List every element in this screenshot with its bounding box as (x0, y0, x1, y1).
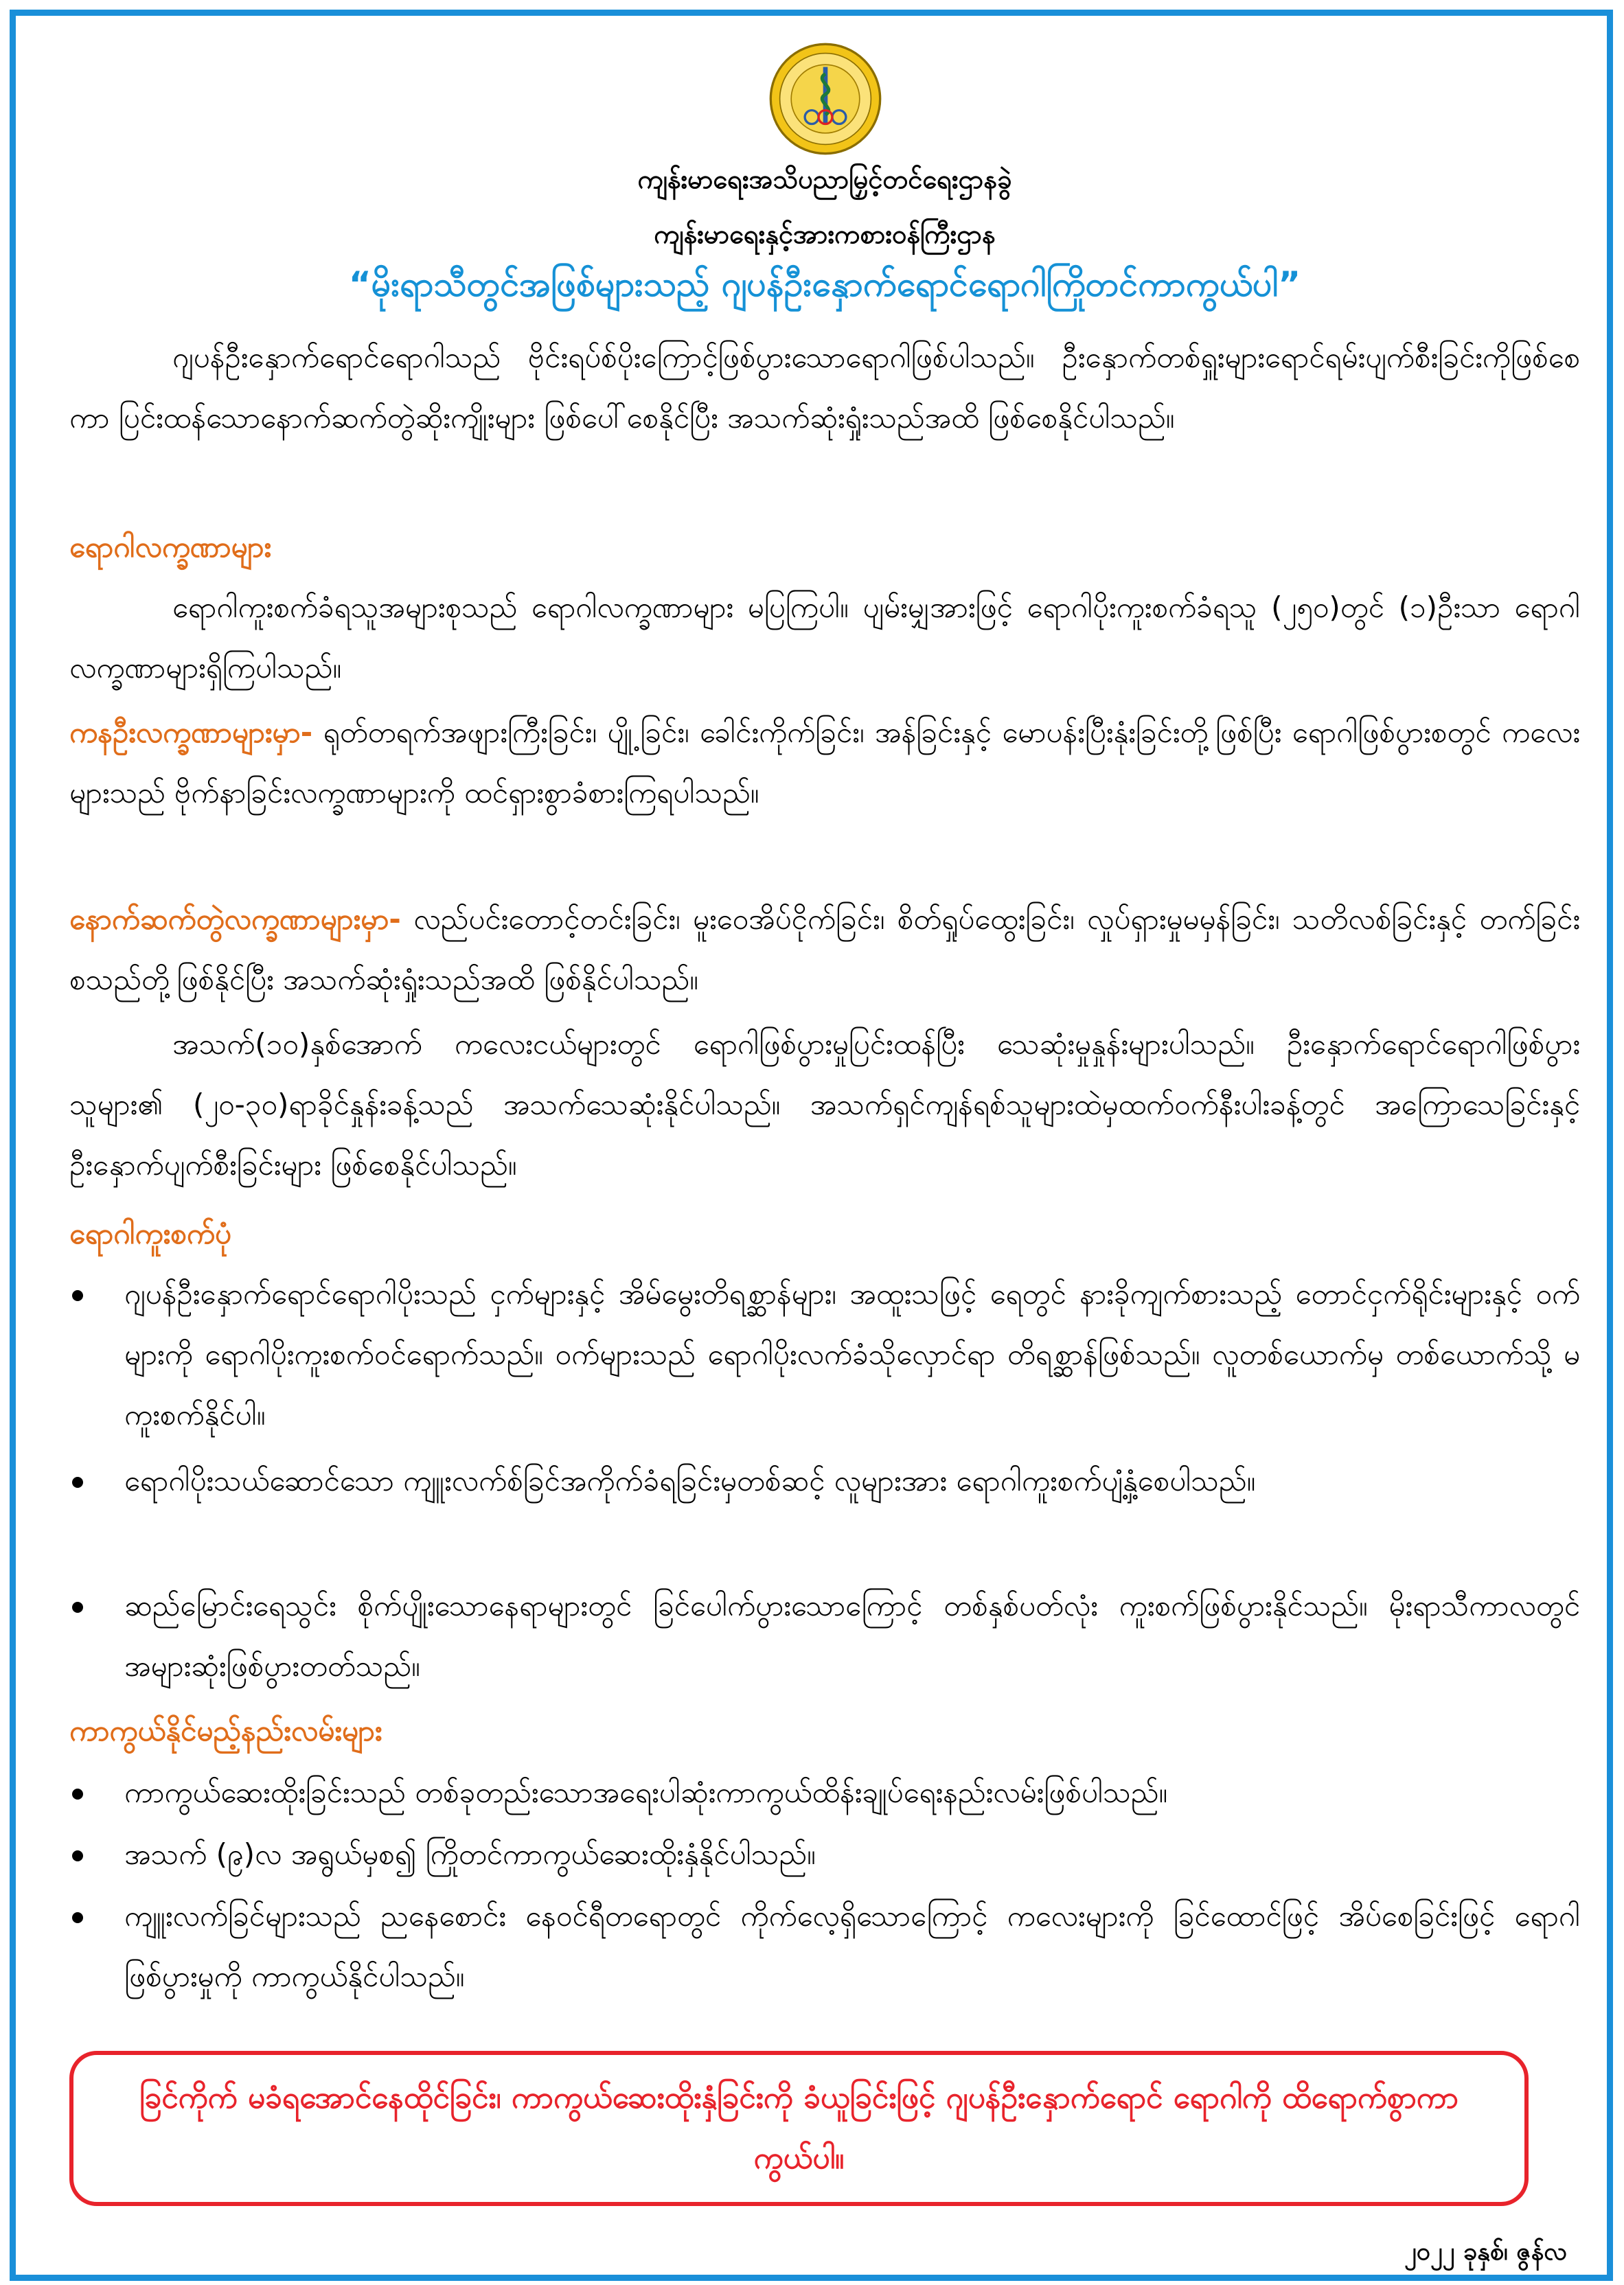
late-symptoms-paragraph (69, 889, 1580, 1010)
severity-paragraph: အသက်(၁၀)နှစ်အောက် ကလေးငယ်များတွင် ရောဂါဖြစ်ပွားမှုပြင်းထန်ပြီး သေဆုံးမှုနှုန်းများပါသည်။ ဦးနှောက်ရောင်ရောဂါဖြစ်ပွားသူများ၏ (၂၀-၃၀)ရာခိုင်နှုန်းခန့်သည် အသက်သေဆုံးနိုင်ပါသည်။ အသက်ရှင်ကျန်ရစ်သူများထဲမှထက်ဝက်နီးပါးခန့်တွင် အကြောသေခြင်းနှင့်ဦးနှောက်ပျက်စီးခြင်းများ ဖြစ်စေနိုင်ပါသည်။ (69, 1027, 1580, 1182)
symptoms-paragraph: ရောဂါကူးစက်ခံရသူအများစုသည် ရောဂါလက္ခဏာများ မပြကြပါ။ ပျမ်းမျှအားဖြင့် ရောဂါပိုးကူးစက်ခံရသူ (၂၅၀)တွင် (၁)ဦးသာ ရောဂါလက္ခဏာများရှိကြပါသည်။ (69, 590, 1580, 685)
prevention-heading: ကာကွယ်နိုင်မည့်နည်းလမ်းများ (69, 1714, 382, 1747)
early-symptoms-lead: ကနဦးလက္ခဏာများမှာ- (69, 715, 313, 749)
prevention-item-text: အသက် (၉)လ အရွယ်မှစ၍ ကြိုတင်ကာကွယ်ဆေးထိုးနှံနိုင်ပါသည်။ (124, 1837, 816, 1871)
agency-name-primary: ကျန်းမာရေးအသိပညာမြှင့်တင်ရေးဌာနခွဲ (637, 164, 1012, 194)
early-symptoms-text: ရုတ်တရက်အဖျားကြီးခြင်း၊ ပျို့ခြင်း၊ ခေါင်းကိုက်ခြင်း၊ အန်ခြင်းနှင့် မောပန်းပြီးနုံးခြင်းတို့ဖြစ်ပြီး ရောဂါဖြစ်ပွားစတွင် ကလေးများသည် ဗိုက်နာခြင်းလက္ခဏာများကို ထင်ရှားစွာခံစားကြရပါသည်။ (69, 715, 1580, 809)
key-message-text: ခြင်ကိုက် မခံရအောင်နေထိုင်ခြင်း၊ ကာကွယ်ဆေးထိုးနှံခြင်းကို ခံယူခြင်းဖြင့် ဂျပန်ဦးနှောက်ရောင် ရောဂါကို ထိရောက်စွာကာကွယ်ပါ။ (139, 2080, 1459, 2176)
transmission-item (69, 1451, 1580, 1511)
prevention-item (69, 1886, 1580, 2007)
transmission-item (69, 1576, 1580, 1697)
bullet-icon (72, 1290, 83, 1301)
prevention-item (69, 1824, 1580, 1885)
late-symptoms-lead: နောက်ဆက်တွဲလက္ခဏာများမှာ- (69, 902, 401, 936)
bullet-icon (72, 1477, 83, 1488)
bullet-icon (72, 1789, 83, 1800)
poster-title: “မိုးရာသီတွင်အဖြစ်များသည့် ဂျပန်ဦးနှောက်ရောင်ရောဂါကြိုတင်ကာကွယ်ပါ” (348, 264, 1301, 304)
prevention-item-text: ကာကွယ်ဆေးထိုးခြင်းသည် တစ်ခုတည်းသောအရေးပါဆုံးကာကွယ်ထိန်းချုပ်ရေးနည်းလမ်းဖြစ်ပါသည်။ (124, 1776, 1168, 1809)
transmission-heading: ရောဂါကူးစက်ပုံ (69, 1217, 231, 1250)
transmission-item-text: ဂျပန်ဦးနှောက်ရောင်ရောဂါပိုးသည် ငှက်များနှင့် အိမ်မွေးတိရစ္ဆာန်များ၊ အထူးသဖြင့် ရေတွင် နားခိုကျက်စားသည့် တောင်ငှက်ရိုင်းများနှင့် ဝက်များကို ရောဂါပိုးကူးစက်ဝင်ရောက်သည်။ ဝက်များသည် ရောဂါပိုးလက်ခံသိုလှောင်ရာ တိရစ္ဆာန်ဖြစ်သည်။ လူတစ်ယောက်မှ တစ်ယောက်သို့ မကူးစက်နိုင်ပါ။ (124, 1277, 1580, 1432)
publish-date: ၂၀၂၂ ခုနှစ်၊ ဇွန်လ (1404, 2238, 1567, 2266)
bullet-icon (72, 1912, 83, 1923)
transmission-item-text: ရောဂါပိုးသယ်ဆောင်သော ကျူးလက်စ်ခြင်အကိုက်ခံရခြင်းမှတစ်ဆင့် လူများအား ရောဂါကူးစက်ပျံ့နှံ့စေပါသည်။ (124, 1464, 1256, 1497)
bullet-icon (72, 1850, 83, 1861)
symptoms-heading: ရောဂါလက္ခဏာများ (69, 530, 272, 564)
early-symptoms-paragraph (69, 702, 1580, 823)
transmission-item (69, 1264, 1580, 1445)
bullet-icon (72, 1602, 83, 1613)
transmission-item-text: ဆည်မြောင်းရေသွင်း စိုက်ပျိုးသောနေရာများတွင် ခြင်ပေါက်ပွားသောကြောင့် တစ်နှစ်ပတ်လုံး ကူးစက်ဖြစ်ပွားနိုင်သည်။ မိုးရာသီကာလတွင် အများဆုံးဖြစ်ပွားတတ်သည်။ (124, 1589, 1580, 1683)
prevention-item (69, 1762, 1580, 1823)
prevention-item-text: ကျူးလက်ခြင်များသည် ညနေစောင်း နေဝင်ရီတရောတွင် ကိုက်လေ့ရှိသောကြောင့် ကလေးများကို ခြင်ထောင်ဖြင့် အိပ်စေခြင်းဖြင့် ရောဂါဖြစ်ပွားမှုကို ကာကွယ်နိုင်ပါသည်။ (124, 1899, 1580, 1993)
agency-name-secondary: ကျန်းမာရေးနှင့်အားကစားဝန်ကြီးဌာန (654, 219, 996, 249)
key-message-callout (69, 2051, 1529, 2206)
late-symptoms-text: လည်ပင်းတောင့်တင်းခြင်း၊ မူးဝေအိပ်ငိုက်ခြင်း၊ စိတ်ရှုပ်ထွေးခြင်း၊ လှုပ်ရှားမှုမမှန်ခြင်း၊ သတိလစ်ခြင်းနှင့် တက်ခြင်းစသည်တို့ဖြစ်နိုင်ပြီး အသက်ဆုံးရှုံးသည်အထိ ဖြစ်နိုင်ပါသည်။ (69, 902, 1580, 996)
ministry-seal-icon (768, 42, 882, 156)
poster-frame (10, 10, 1613, 2281)
intro-paragraph: ဂျပန်ဦးနှောက်ရောင်ရောဂါသည် ဗိုင်းရပ်စ်ပိုးကြောင့်ဖြစ်ပွားသောရောဂါဖြစ်ပါသည်။ ဦးနှောက်တစ်ရှူးများရောင်ရမ်းပျက်စီးခြင်းကိုဖြစ်စေကာ ပြင်းထန်သောနောက်ဆက်တွဲဆိုးကျိုးများ ဖြစ်ပေါ်စေနိုင်ပြီး အသက်ဆုံးရှုံးသည်အထိ ဖြစ်စေနိုင်ပါသည်။ (69, 341, 1580, 435)
